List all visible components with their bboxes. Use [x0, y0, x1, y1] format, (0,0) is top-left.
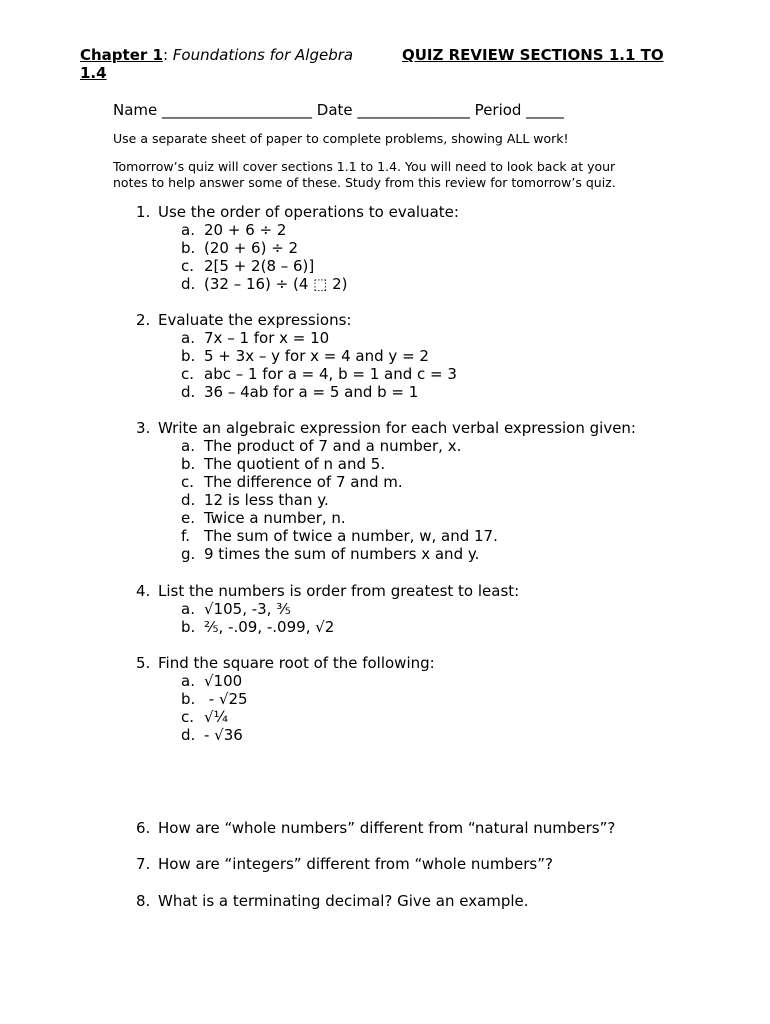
- question-3-option-g: [181, 545, 479, 563]
- question-1: [136, 203, 459, 221]
- question-3-option-a: [181, 437, 461, 455]
- chapter-separator: :: [162, 46, 173, 64]
- option-letter: g.: [181, 545, 196, 563]
- question-2-option-b: [181, 347, 429, 365]
- question-5: [136, 654, 435, 672]
- option-letter: b.: [181, 618, 196, 636]
- option-letter: d.: [181, 726, 196, 744]
- option-text: 2[5 + 2(8 – 6)]: [204, 257, 315, 275]
- option-letter: d.: [181, 275, 196, 293]
- question-2-option-c: [181, 365, 457, 383]
- question-3-option-e: [181, 509, 346, 527]
- option-letter: d.: [181, 491, 196, 509]
- option-text: The difference of 7 and m.: [204, 473, 403, 491]
- question-text: Evaluate the expressions:: [158, 311, 352, 329]
- question-number: 4.: [136, 582, 151, 600]
- option-letter: b.: [181, 347, 196, 365]
- option-text: 12 is less than y.: [204, 491, 329, 509]
- question-text: Use the order of operations to evaluate:: [158, 203, 459, 221]
- question-5-option-a: [181, 672, 242, 690]
- question-4-option-b: [181, 618, 334, 636]
- question-text: What is a terminating decimal? Give an example.: [158, 892, 529, 910]
- quiz-title: QUIZ REVIEW SECTIONS 1.1 TO: [402, 46, 664, 64]
- question-8: [136, 892, 529, 910]
- question-text: Write an algebraic expression for each verbal expression given:: [158, 419, 636, 437]
- question-1-option-c: [181, 257, 314, 275]
- option-text: - √25: [204, 690, 248, 708]
- question-1-option-b: [181, 239, 298, 257]
- question-3: [136, 419, 636, 437]
- option-text: (20 + 6) ÷ 2: [204, 239, 299, 257]
- question-number: 5.: [136, 654, 151, 672]
- question-number: 1.: [136, 203, 151, 221]
- question-number: 3.: [136, 419, 151, 437]
- option-text: √105, -3, ⅗: [204, 600, 291, 618]
- question-number: 8.: [136, 892, 151, 910]
- option-text: √¼: [204, 708, 229, 726]
- name-date-period-line: Name ____________________ Date _______________ Period _____: [113, 101, 564, 119]
- option-text: √100: [204, 672, 243, 690]
- option-text: ⅖, -.09, -.099, √2: [204, 618, 335, 636]
- option-text: 20 + 6 ÷ 2: [204, 221, 287, 239]
- option-letter: a.: [181, 329, 195, 347]
- question-text: How are “integers” different from “whole numbers”?: [158, 855, 553, 873]
- option-text: Twice a number, n.: [204, 509, 346, 527]
- option-letter: b.: [181, 239, 196, 257]
- question-2-option-d: [181, 383, 418, 401]
- option-letter: c.: [181, 365, 195, 383]
- question-2-option-a: [181, 329, 329, 347]
- option-letter: c.: [181, 708, 195, 726]
- option-text: (32 – 16) ÷ (4 ⬚ 2): [204, 275, 348, 293]
- quiz-title-continued: 1.4: [80, 64, 107, 82]
- option-text: 5 + 3x – y for x = 4 and y = 2: [204, 347, 429, 365]
- option-letter: b.: [181, 455, 196, 473]
- option-letter: d.: [181, 383, 196, 401]
- question-7: [136, 855, 553, 873]
- option-text: The sum of twice a number, w, and 17.: [204, 527, 498, 545]
- chapter-subtitle: Foundations for Algebra: [172, 46, 354, 64]
- quiz-note-line-1: Tomorrow’s quiz will cover sections 1.1 to 1.4. You will need to look back at your: [113, 159, 616, 174]
- option-letter: b.: [181, 690, 196, 708]
- question-2: [136, 311, 351, 329]
- option-text: The product of 7 and a number, x.: [204, 437, 462, 455]
- quiz-note-line-2: notes to help answer some of these. Study from this review for tomorrow’s quiz.: [113, 175, 616, 190]
- question-5-option-c: [181, 708, 228, 726]
- question-5-option-b: [181, 690, 248, 708]
- question-6: [136, 819, 615, 837]
- option-text: 36 – 4ab for a = 5 and b = 1: [204, 383, 419, 401]
- option-text: 9 times the sum of numbers x and y.: [204, 545, 480, 563]
- option-letter: a.: [181, 672, 195, 690]
- question-3-option-b: [181, 455, 385, 473]
- question-text: Find the square root of the following:: [158, 654, 435, 672]
- option-text: abc – 1 for a = 4, b = 1 and c = 3: [204, 365, 457, 383]
- chapter-label: Chapter 1: [80, 46, 163, 64]
- question-3-option-f: [181, 527, 498, 545]
- option-letter: c.: [181, 473, 195, 491]
- instruction-note: Use a separate sheet of paper to complete problems, showing ALL work!: [113, 131, 569, 146]
- question-1-option-d: [181, 275, 348, 293]
- option-text: 7x – 1 for x = 10: [204, 329, 330, 347]
- question-text: How are “whole numbers” different from “natural numbers”?: [158, 819, 616, 837]
- option-text: - √36: [204, 726, 243, 744]
- question-4-option-a: [181, 600, 291, 618]
- option-letter: a.: [181, 221, 195, 239]
- question-1-option-a: [181, 221, 286, 239]
- question-text: List the numbers is order from greatest to least:: [158, 582, 520, 600]
- question-4: [136, 582, 519, 600]
- question-5-option-d: [181, 726, 243, 744]
- question-number: 7.: [136, 855, 151, 873]
- option-letter: a.: [181, 437, 195, 455]
- option-letter: f.: [181, 527, 190, 545]
- option-letter: c.: [181, 257, 195, 275]
- page-header: [80, 46, 680, 82]
- question-number: 2.: [136, 311, 151, 329]
- option-text: The quotient of n and 5.: [204, 455, 386, 473]
- question-3-option-d: [181, 491, 329, 509]
- question-number: 6.: [136, 819, 151, 837]
- question-3-option-c: [181, 473, 403, 491]
- option-letter: e.: [181, 509, 195, 527]
- option-letter: a.: [181, 600, 195, 618]
